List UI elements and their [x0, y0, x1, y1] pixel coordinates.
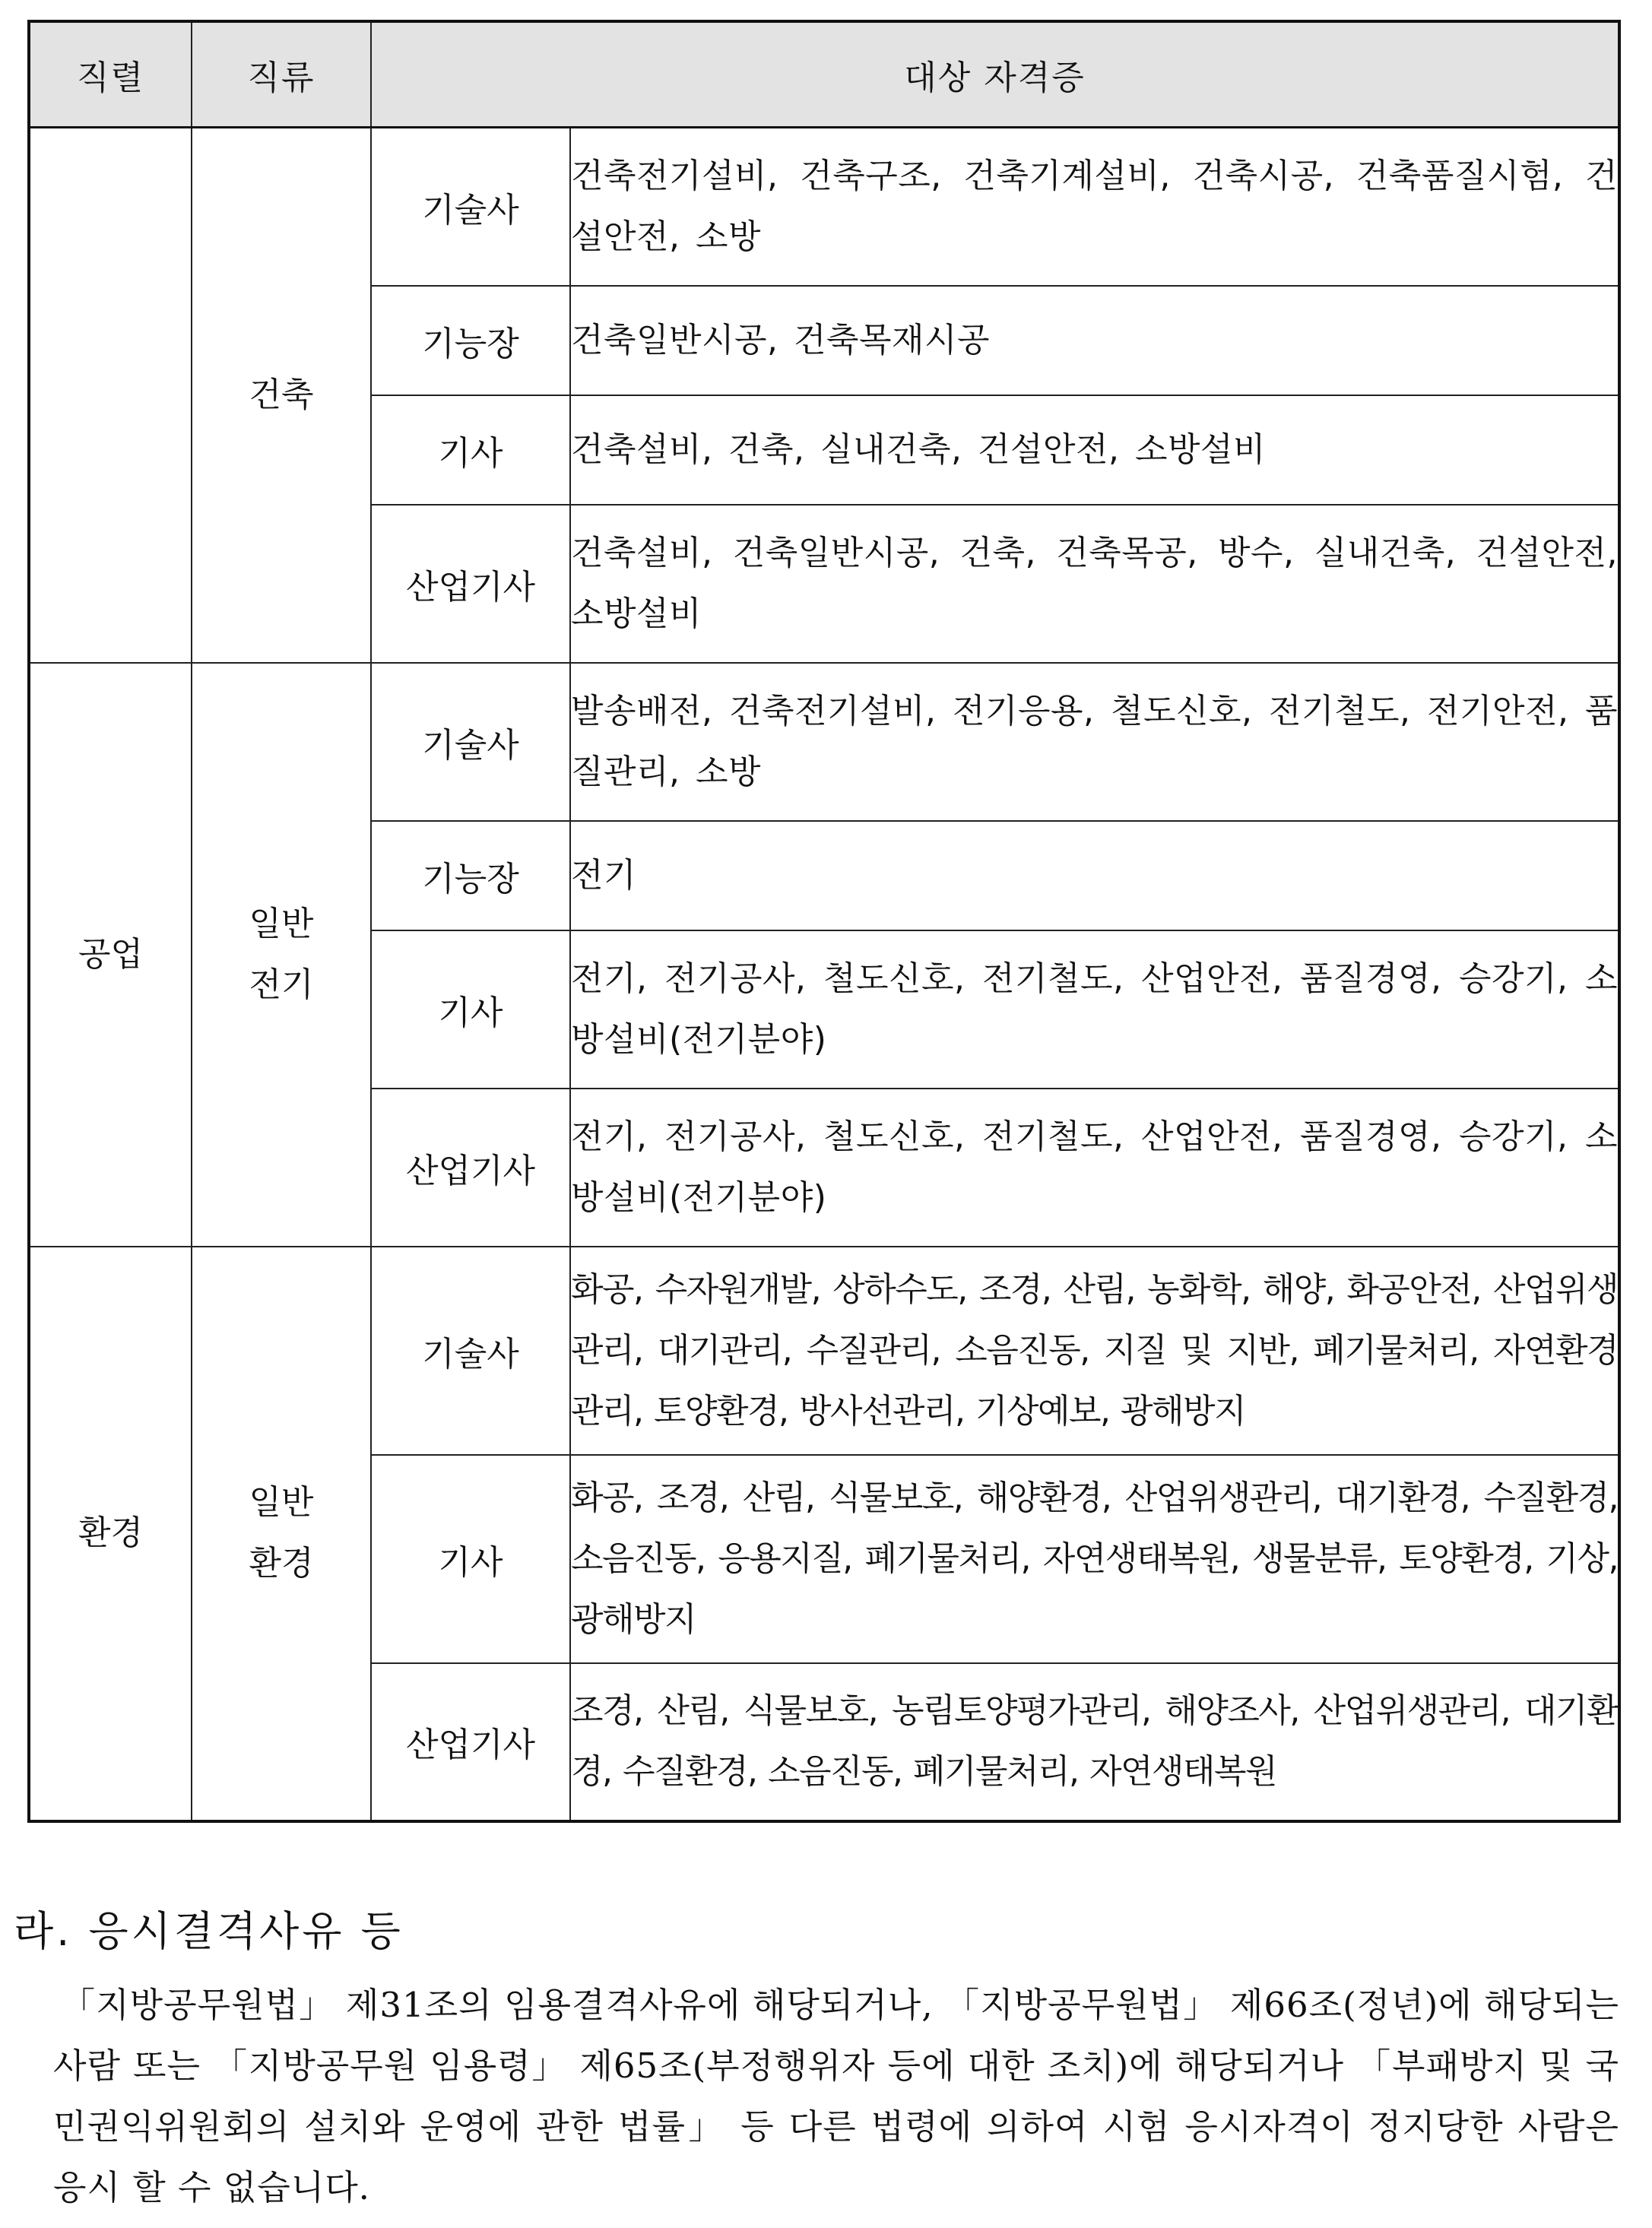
grade-cell: 기사 [371, 930, 570, 1089]
certs-cell: 전기, 전기공사, 철도신호, 전기철도, 산업안전, 품질경영, 승강기, 소방설비(전기분야) [570, 930, 1619, 1089]
series-line: 일반 [249, 904, 314, 943]
grade-cell: 기능장 [371, 821, 570, 930]
rank-cell [29, 128, 192, 663]
certs-cell: 화공, 조경, 산림, 식물보호, 해양환경, 산업위생관리, 대기환경, 수질환경, 소음진동, 응용지질, 폐기물처리, 자연생태복원, 생물분류, 토양환경, 기상, 광해방지 [570, 1455, 1619, 1663]
grade-cell: 산업기사 [371, 1663, 570, 1821]
series-line: 건축 [249, 375, 314, 414]
section-body: 「지방공무원법」 제31조의 임용결격사유에 해당되거나, 「지방공무원법」 제66조(정년)에 해당되는 사람 또는 「지방공무원 임용령」 제65조(부정행위자 등에 대한 조치)에 해당되거나 「부패방지 및 국민권익위원회의 설치와 운영에 관한 법률」 등 다른 법령에 의하여 시험 응시자격이 정지당한 사람은 응시 할 수 없습니다. [53, 1985, 1619, 2207]
certs-cell: 건축전기설비, 건축구조, 건축기계설비, 건축시공, 건축품질시험, 건설안전, 소방 [570, 128, 1619, 286]
rank-cell: 환경 [29, 1247, 192, 1821]
series-line: 전기 [249, 965, 314, 1004]
series-cell [192, 1247, 371, 1821]
grade-cell: 산업기사 [371, 1089, 570, 1247]
certs-cell: 건축일반시공, 건축목재시공 [570, 286, 1619, 395]
series-line: 일반 [249, 1483, 314, 1522]
section-title: 라. 응시결격사유 등 [14, 1907, 404, 1955]
grade-cell: 기술사 [371, 1247, 570, 1455]
header-series: 직류 [192, 21, 371, 128]
series-cell [192, 663, 371, 1247]
grade-cell: 기술사 [371, 663, 570, 821]
certs-cell: 조경, 산림, 식물보호, 농림토양평가관리, 해양조사, 산업위생관리, 대기환경, 수질환경, 소음진동, 폐기물처리, 자연생태복원 [570, 1663, 1619, 1821]
grade-cell: 기술사 [371, 128, 570, 286]
header-rank: 직렬 [29, 21, 192, 128]
certs-cell: 화공, 수자원개발, 상하수도, 조경, 산림, 농화학, 해양, 화공안전, 산업위생관리, 대기관리, 수질관리, 소음진동, 지질 및 지반, 폐기물처리, 자연환경관리, 토양환경, 방사선관리, 기상예보, 광해방지 [570, 1247, 1619, 1455]
header-certs: 대상 자격증 [371, 21, 1619, 128]
grade-cell: 기능장 [371, 286, 570, 395]
certs-cell: 건축설비, 건축, 실내건축, 건설안전, 소방설비 [570, 395, 1619, 505]
table-header-row [29, 21, 1619, 128]
certs-cell: 전기, 전기공사, 철도신호, 전기철도, 산업안전, 품질경영, 승강기, 소방설비(전기분야) [570, 1089, 1619, 1247]
table-row [29, 1247, 1619, 1455]
table-row [29, 663, 1619, 821]
table-row [29, 128, 1619, 286]
certificate-table [27, 20, 1621, 1823]
certs-cell: 전기 [570, 821, 1619, 930]
series-line: 환경 [249, 1544, 314, 1583]
rank-cell: 공업 [29, 663, 192, 1247]
series-cell [192, 128, 371, 663]
certs-cell: 건축설비, 건축일반시공, 건축, 건축목공, 방수, 실내건축, 건설안전, 소방설비 [570, 505, 1619, 663]
grade-cell: 기사 [371, 1455, 570, 1663]
certs-cell: 발송배전, 건축전기설비, 전기응용, 철도신호, 전기철도, 전기안전, 품질관리, 소방 [570, 663, 1619, 821]
grade-cell: 산업기사 [371, 505, 570, 663]
grade-cell: 기사 [371, 395, 570, 505]
